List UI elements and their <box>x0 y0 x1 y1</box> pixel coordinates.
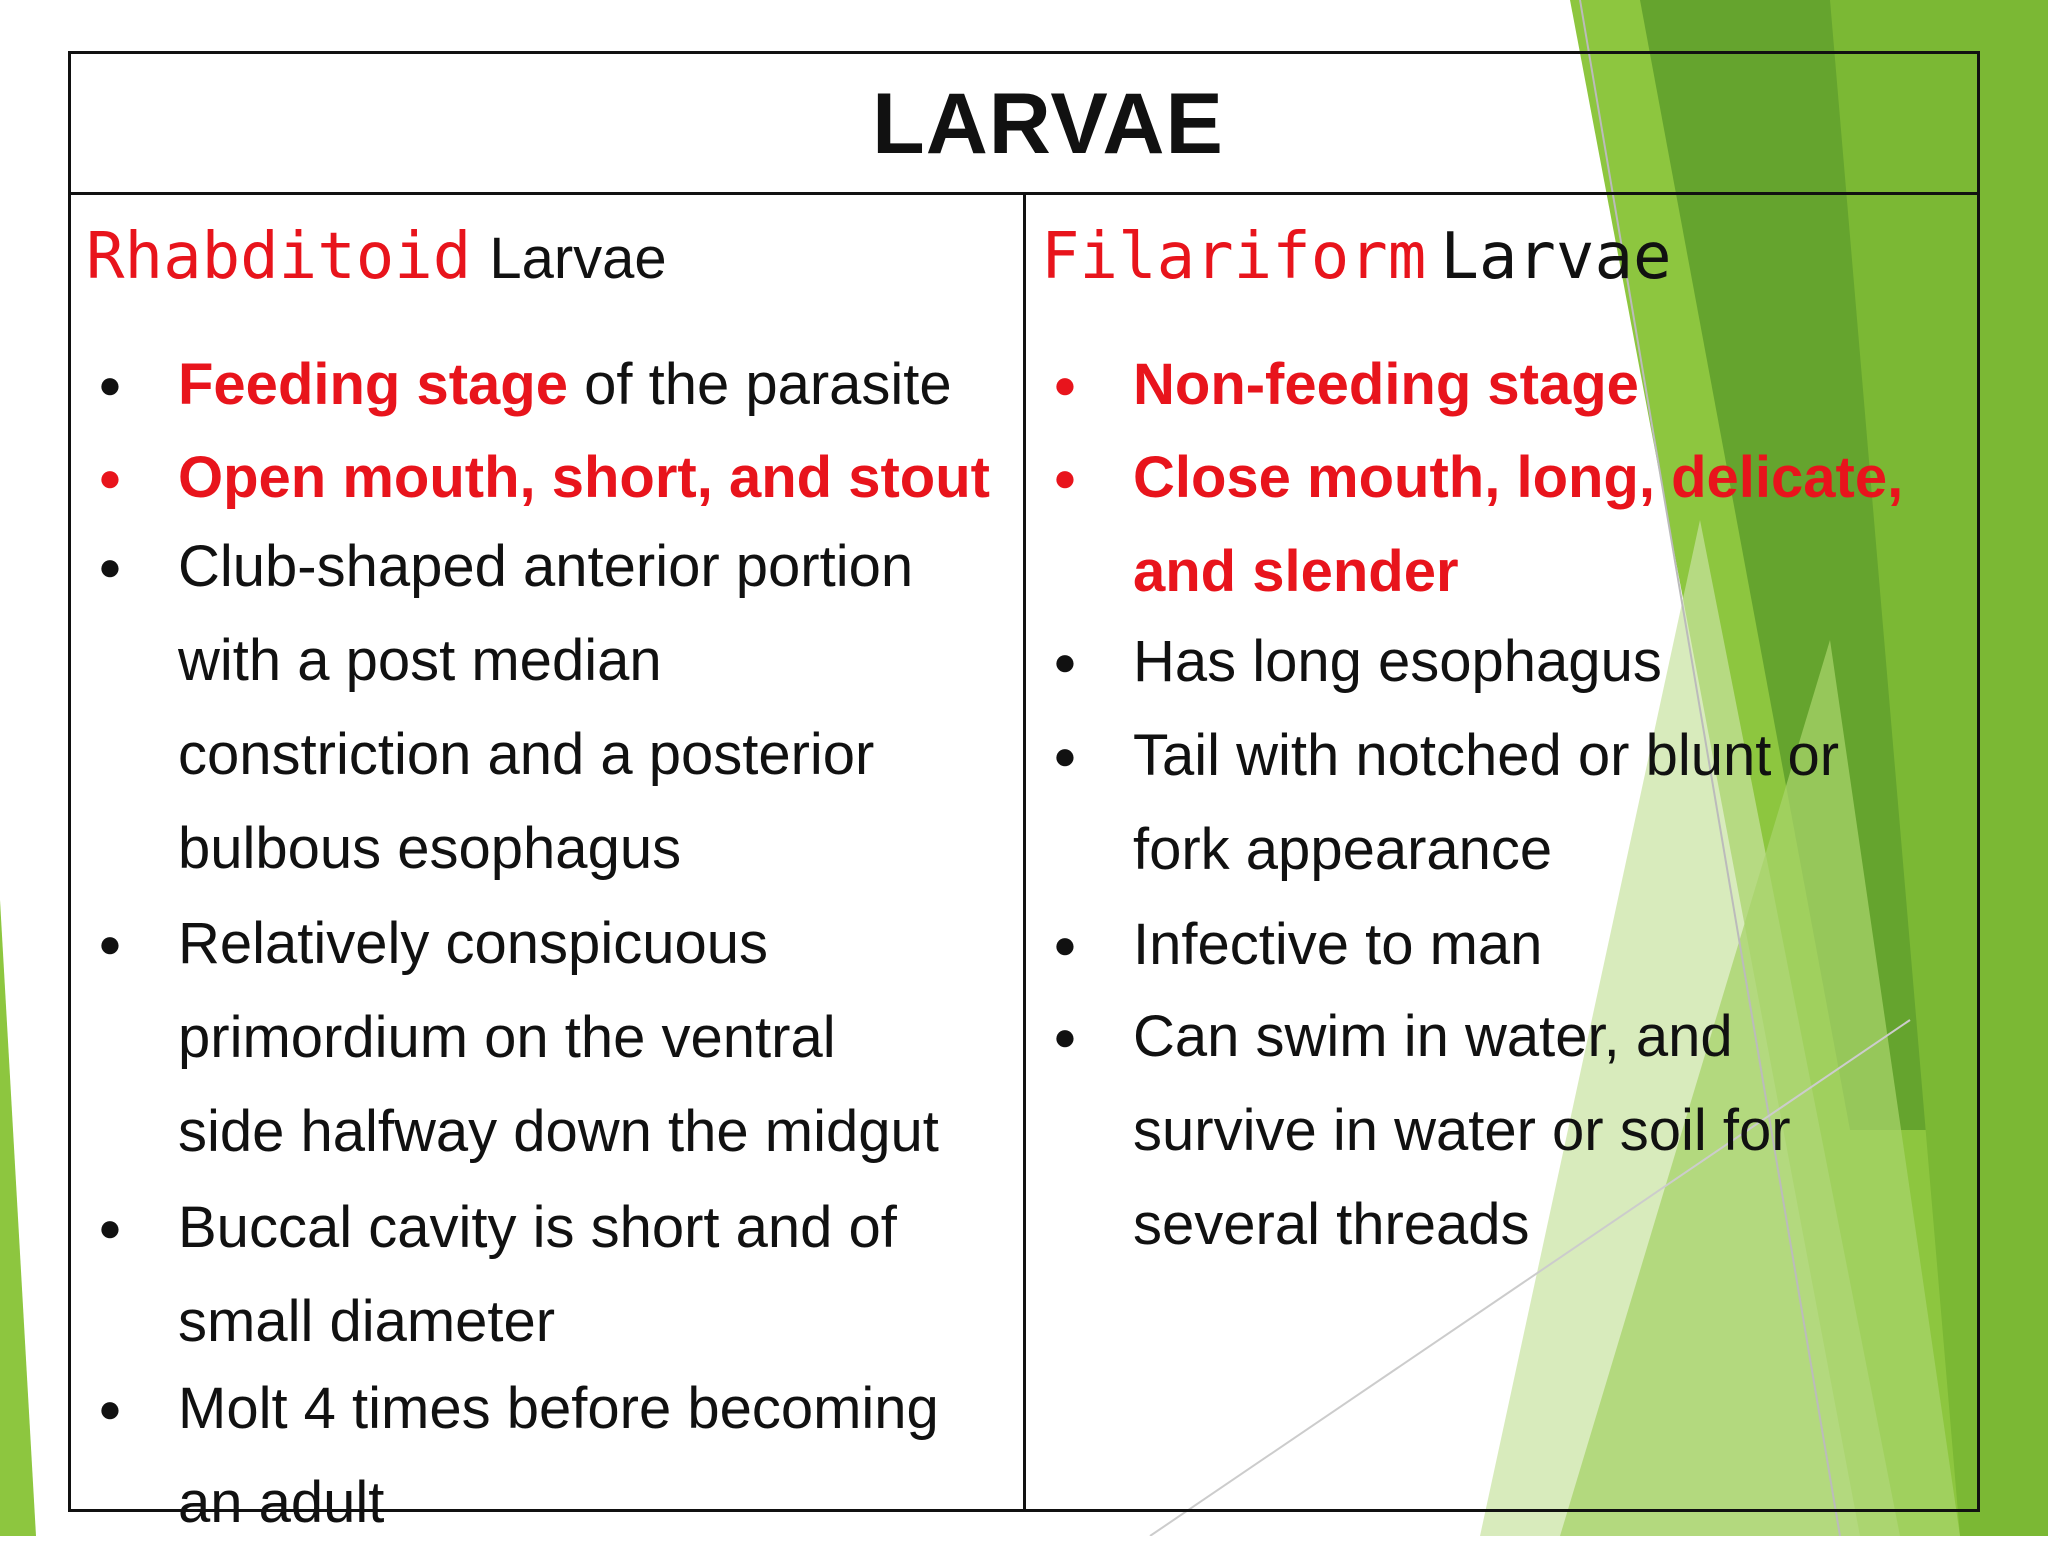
bullet-line: Club-shaped anterior portion <box>178 534 914 599</box>
bullet-line <box>178 338 1013 432</box>
rhabditoid-column <box>71 195 1026 1535</box>
bullet-line: small diameter <box>178 1289 556 1354</box>
larvae-comparison-table <box>68 51 1980 1535</box>
bullet-icon: ● <box>97 1206 123 1250</box>
bullet-line: Open mouth, short, and stout <box>178 445 990 510</box>
filariform-term: Filariform <box>1041 220 1427 294</box>
bullet-line: Relatively conspicuous <box>178 911 768 976</box>
rhabditoid-heading <box>86 220 667 294</box>
bullet-line: with a post median <box>178 628 662 693</box>
filariform-heading <box>1041 220 1672 294</box>
bullet-icon: ● <box>1052 456 1078 500</box>
bullet-icon: ● <box>1052 923 1078 967</box>
filariform-suffix: Larvae <box>1440 220 1672 294</box>
bullet-emphasis: Feeding stage <box>178 352 568 417</box>
bullet-line: side halfway down the midgut <box>178 1099 939 1164</box>
bullet-icon: ● <box>1052 734 1078 778</box>
rhabditoid-suffix: Larvae <box>489 226 667 291</box>
bullet-icon: ● <box>97 363 123 407</box>
bullet-line: and slender <box>1133 539 1459 604</box>
filariform-column <box>1026 195 1977 1509</box>
bullet-line: fork appearance <box>1133 817 1553 882</box>
bullet-icon: ● <box>97 922 123 966</box>
table-title-row <box>71 54 1977 195</box>
bullet-icon: ● <box>97 456 123 500</box>
bullet-line: Buccal cavity is short and of <box>178 1195 897 1260</box>
bullet-line: an adult <box>178 1470 385 1535</box>
bullet-icon: ● <box>1052 1015 1078 1059</box>
bullet-icon: ● <box>1052 363 1078 407</box>
bullet-line: Tail with notched or blunt or <box>1133 723 1840 788</box>
bullet-line: primordium on the ventral <box>178 1005 836 1070</box>
bullet-line: bulbous esophagus <box>178 816 682 881</box>
bullet-line: Can swim in water, and <box>1133 1004 1733 1069</box>
table-title: LARVAE <box>872 76 1224 172</box>
bullet-line: constriction and a posterior <box>178 722 875 787</box>
bullet-line: several threads <box>1133 1192 1530 1257</box>
bullet-line: survive in water or soil for <box>1133 1098 1791 1163</box>
bullet-line: Molt 4 times before becoming <box>178 1376 939 1441</box>
bullet-icon: ● <box>97 1387 123 1431</box>
bullet-line: Non-feeding stage <box>1133 352 1639 417</box>
bullet-text: of the parasite <box>567 352 952 417</box>
bullet-icon: ● <box>1052 640 1078 684</box>
green-stripe-left <box>0 900 36 1536</box>
bullet-line: Close mouth, long, delicate, <box>1133 445 1904 510</box>
bullet-line: Infective to man <box>1133 912 1543 977</box>
bullet-icon: ● <box>97 545 123 589</box>
bullet-line: Has long esophagus <box>1133 629 1662 694</box>
rhabditoid-term: Rhabditoid <box>86 220 472 294</box>
